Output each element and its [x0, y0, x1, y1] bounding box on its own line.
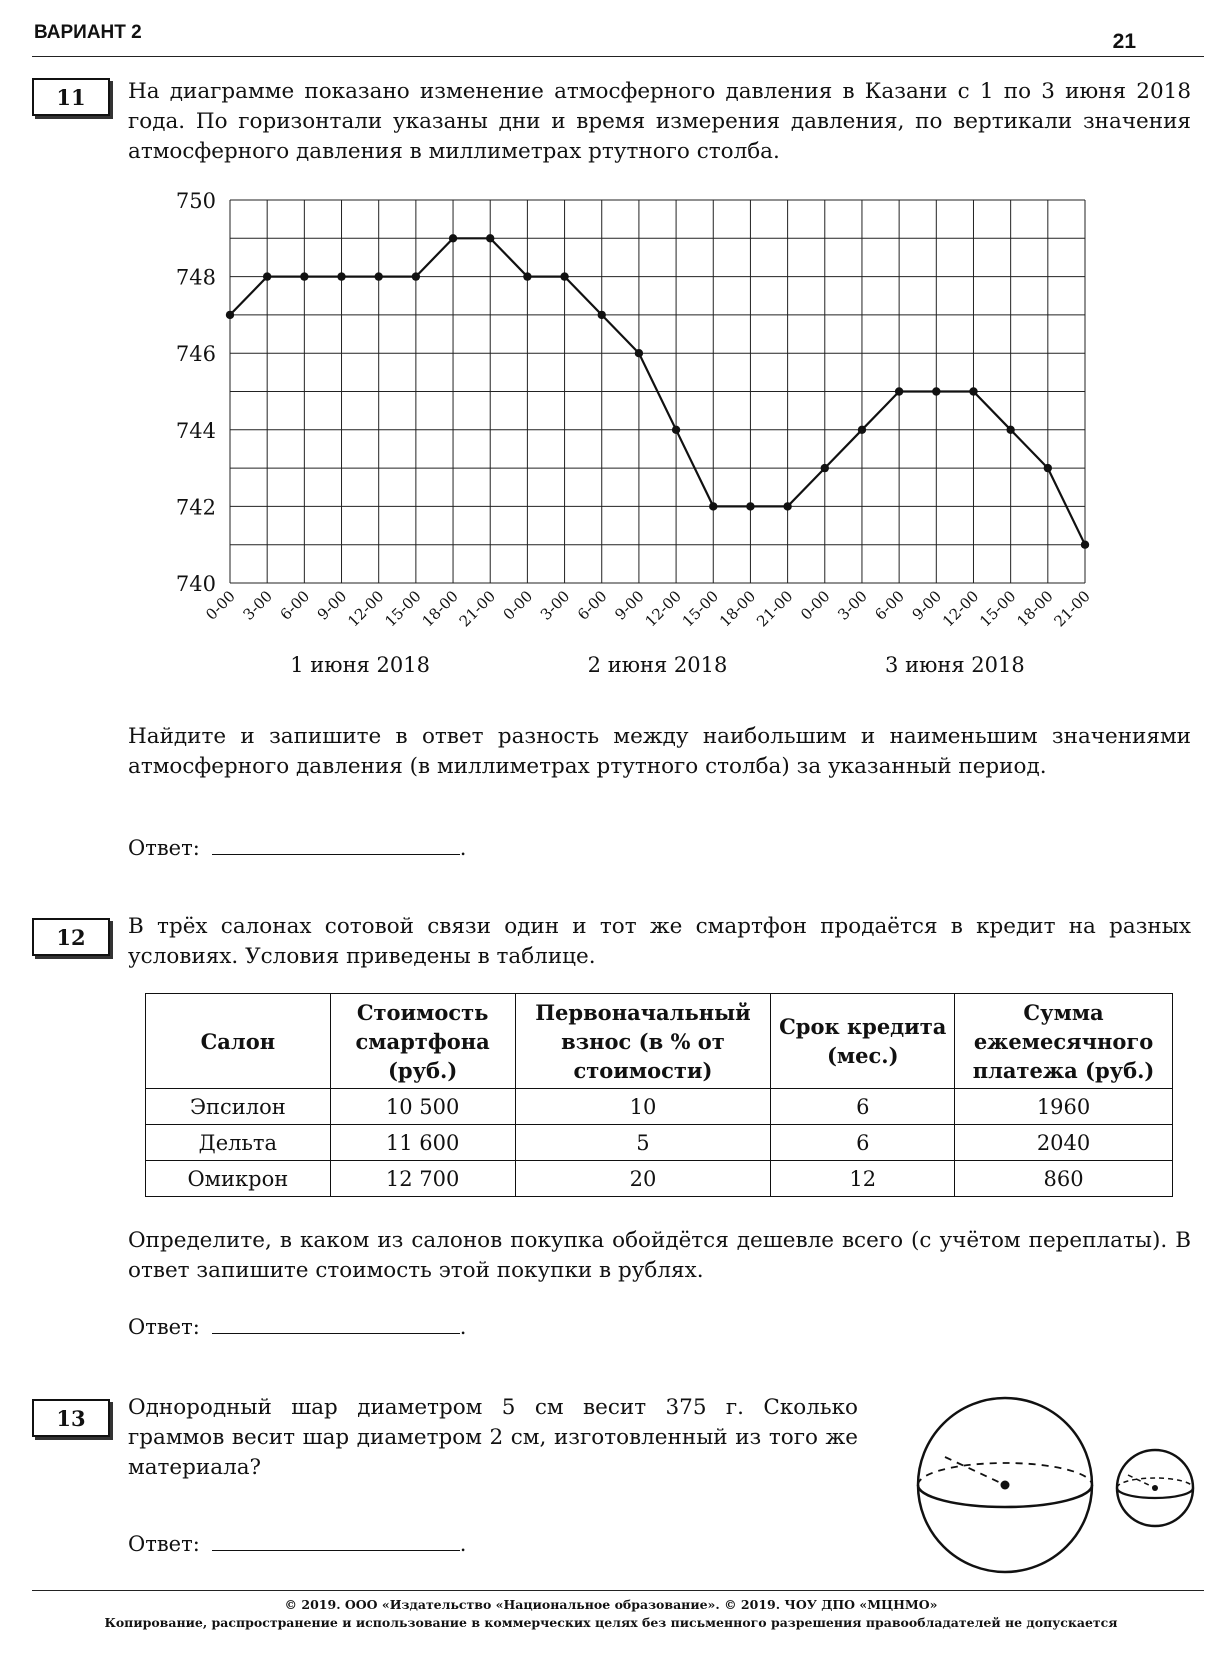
y-tick-label: 748	[175, 265, 216, 290]
x-tick-label: 0-00	[499, 587, 537, 624]
data-point	[932, 387, 940, 395]
data-point	[560, 272, 568, 280]
table-cell: 11 600	[330, 1125, 515, 1161]
x-tick-label: 6-00	[276, 587, 314, 624]
x-tick-label: 12-00	[344, 587, 388, 631]
x-tick-label: 9-00	[908, 587, 946, 624]
data-point	[226, 311, 234, 319]
table-header-cell: Сумма ежемесячного платежа (руб.)	[955, 994, 1173, 1089]
x-tick-label: 6-00	[871, 587, 908, 624]
x-tick-label: 3-00	[239, 587, 277, 624]
answer-13	[128, 1530, 466, 1556]
data-point	[1044, 464, 1052, 472]
question-number-11: 11	[32, 78, 110, 116]
table-row	[146, 1089, 1173, 1125]
table-cell: 20	[515, 1161, 771, 1197]
x-tick-label: 15-00	[976, 587, 1020, 631]
answer-12-dot: .	[459, 1315, 467, 1339]
x-tick-label: 21-00	[753, 587, 797, 631]
x-tick-label: 12-00	[641, 587, 685, 631]
table-header-cell: Стоимость смартфона (руб.)	[330, 994, 515, 1089]
small-sphere-figure	[1117, 1450, 1193, 1526]
x-tick-label: 18-00	[1013, 587, 1057, 631]
data-point	[821, 464, 829, 472]
x-tick-label: 21-00	[455, 587, 500, 631]
table-row	[146, 1125, 1173, 1161]
copying-notice: Копирование, распространение и использование в коммерческих целях без письменного разрешения правообладателей не допускается	[104, 1615, 1118, 1630]
y-tick-label: 746	[175, 342, 216, 367]
day-label: 3 июня 2018	[885, 653, 1025, 677]
pressure-line-chart	[170, 180, 1150, 700]
data-point	[746, 502, 754, 510]
page-number: 21	[1112, 30, 1136, 53]
data-point	[449, 234, 457, 242]
x-tick-label: 9-00	[313, 587, 351, 624]
x-tick-label: 6-00	[574, 587, 611, 624]
table-cell: 10 500	[330, 1089, 515, 1125]
table-cell: 860	[955, 1161, 1173, 1197]
x-tick-label: 3-00	[834, 587, 871, 624]
table-header-cell: Первоначальный взнос (в % от стоимости)	[515, 994, 771, 1089]
x-tick-label: 0-00	[202, 587, 239, 624]
table-cell: 5	[515, 1125, 771, 1161]
answer-13-label: Ответ:	[128, 1532, 200, 1556]
data-point	[672, 426, 680, 434]
x-tick-label: 15-00	[381, 587, 425, 631]
day-label: 1 июня 2018	[290, 653, 430, 677]
x-tick-label: 3-00	[536, 587, 574, 624]
table-header-row	[146, 994, 1173, 1089]
table-cell: 6	[771, 1089, 955, 1125]
table-cell: 12 700	[330, 1161, 515, 1197]
data-point	[523, 272, 531, 280]
data-point	[635, 349, 643, 357]
data-point	[598, 311, 606, 319]
table-header-cell: Салон	[146, 994, 331, 1089]
question-number-13: 13	[32, 1399, 110, 1437]
table-cell: 1960	[955, 1089, 1173, 1125]
credit-conditions-table	[145, 993, 1173, 1197]
day-label: 2 июня 2018	[587, 653, 728, 677]
answer-11-field[interactable]	[212, 834, 460, 855]
x-tick-label: 18-00	[418, 587, 462, 631]
data-point	[412, 272, 420, 280]
question-12-text: В трёх салонах сотовой связи один и тот же смартфон продаётся в кредит на разных условиях. Условия приведены в таблице.	[128, 914, 1191, 969]
answer-11-dot: .	[459, 836, 467, 860]
data-point	[783, 502, 791, 510]
answer-12-field[interactable]	[212, 1313, 460, 1334]
data-point	[1081, 541, 1089, 549]
data-point	[895, 387, 903, 395]
x-tick-label: 12-00	[938, 587, 983, 631]
header-divider	[32, 56, 1204, 57]
y-tick-label: 740	[175, 572, 216, 596]
data-point	[1006, 426, 1014, 434]
spheres-illustration	[900, 1395, 1210, 1575]
table-header-cell: Срок кредита (мес.)	[771, 994, 955, 1089]
question-11-task: Найдите и запишите в ответ разность между наибольшим и наименьшим значениями атмосферного давления (в миллиметрах ртутного столба) за указанный период.	[128, 724, 1191, 779]
answer-12	[128, 1313, 466, 1339]
x-tick-label: 21-00	[1050, 587, 1094, 631]
x-tick-label: 15-00	[678, 587, 723, 631]
data-point	[300, 272, 308, 280]
table-cell: 12	[771, 1161, 955, 1197]
copyright-line: © 2019. ООО «Издательство «Национальное образование». © 2019. ЧОУ ДПО «МЦНМО»	[284, 1597, 938, 1612]
table-cell: Омикрон	[146, 1161, 331, 1197]
table-cell: 2040	[955, 1125, 1173, 1161]
question-11-text: На диаграмме показано изменение атмосферного давления в Казани с 1 по 3 июня 2018 года. По горизонтали указаны дни и время измерения давления, по вертикали значения атмосферного давления в миллиметрах ртутного столба.	[128, 79, 1191, 164]
answer-13-field[interactable]	[212, 1530, 460, 1551]
y-tick-label: 744	[175, 418, 216, 443]
question-12-task: Определите, в каком из салонов покупка обойдётся дешевле всего (с учётом переплаты). В ответ запишите стоимость этой покупки в рублях.	[128, 1228, 1191, 1283]
x-tick-label: 9-00	[611, 587, 648, 624]
table-cell: Дельта	[146, 1125, 331, 1161]
table-row	[146, 1161, 1173, 1197]
question-13-text: Однородный шар диаметром 5 см весит 375 г. Сколько граммов весит шар диаметром 2 см, изготовленный из того же материала?	[128, 1395, 858, 1480]
y-tick-label: 742	[175, 495, 216, 520]
data-point	[337, 272, 345, 280]
answer-12-label: Ответ:	[128, 1315, 200, 1339]
footer-divider	[32, 1590, 1204, 1591]
data-point	[263, 272, 271, 280]
table-cell: Эпсилон	[146, 1089, 331, 1125]
variant-label: ВАРИАНТ 2	[34, 22, 142, 43]
question-number-12: 12	[32, 918, 110, 956]
data-point	[486, 234, 494, 242]
answer-11-label: Ответ:	[128, 836, 200, 860]
data-point	[969, 387, 977, 395]
y-tick-label: 750	[175, 189, 216, 213]
table-cell: 10	[515, 1089, 771, 1125]
answer-13-dot: .	[459, 1532, 467, 1556]
x-tick-label: 18-00	[715, 587, 760, 631]
data-point	[374, 272, 382, 280]
data-point	[709, 502, 717, 510]
x-tick-label: 0-00	[797, 587, 834, 624]
answer-11	[128, 834, 466, 860]
large-sphere-figure	[918, 1398, 1092, 1572]
data-point	[858, 426, 866, 434]
table-cell: 6	[771, 1125, 955, 1161]
